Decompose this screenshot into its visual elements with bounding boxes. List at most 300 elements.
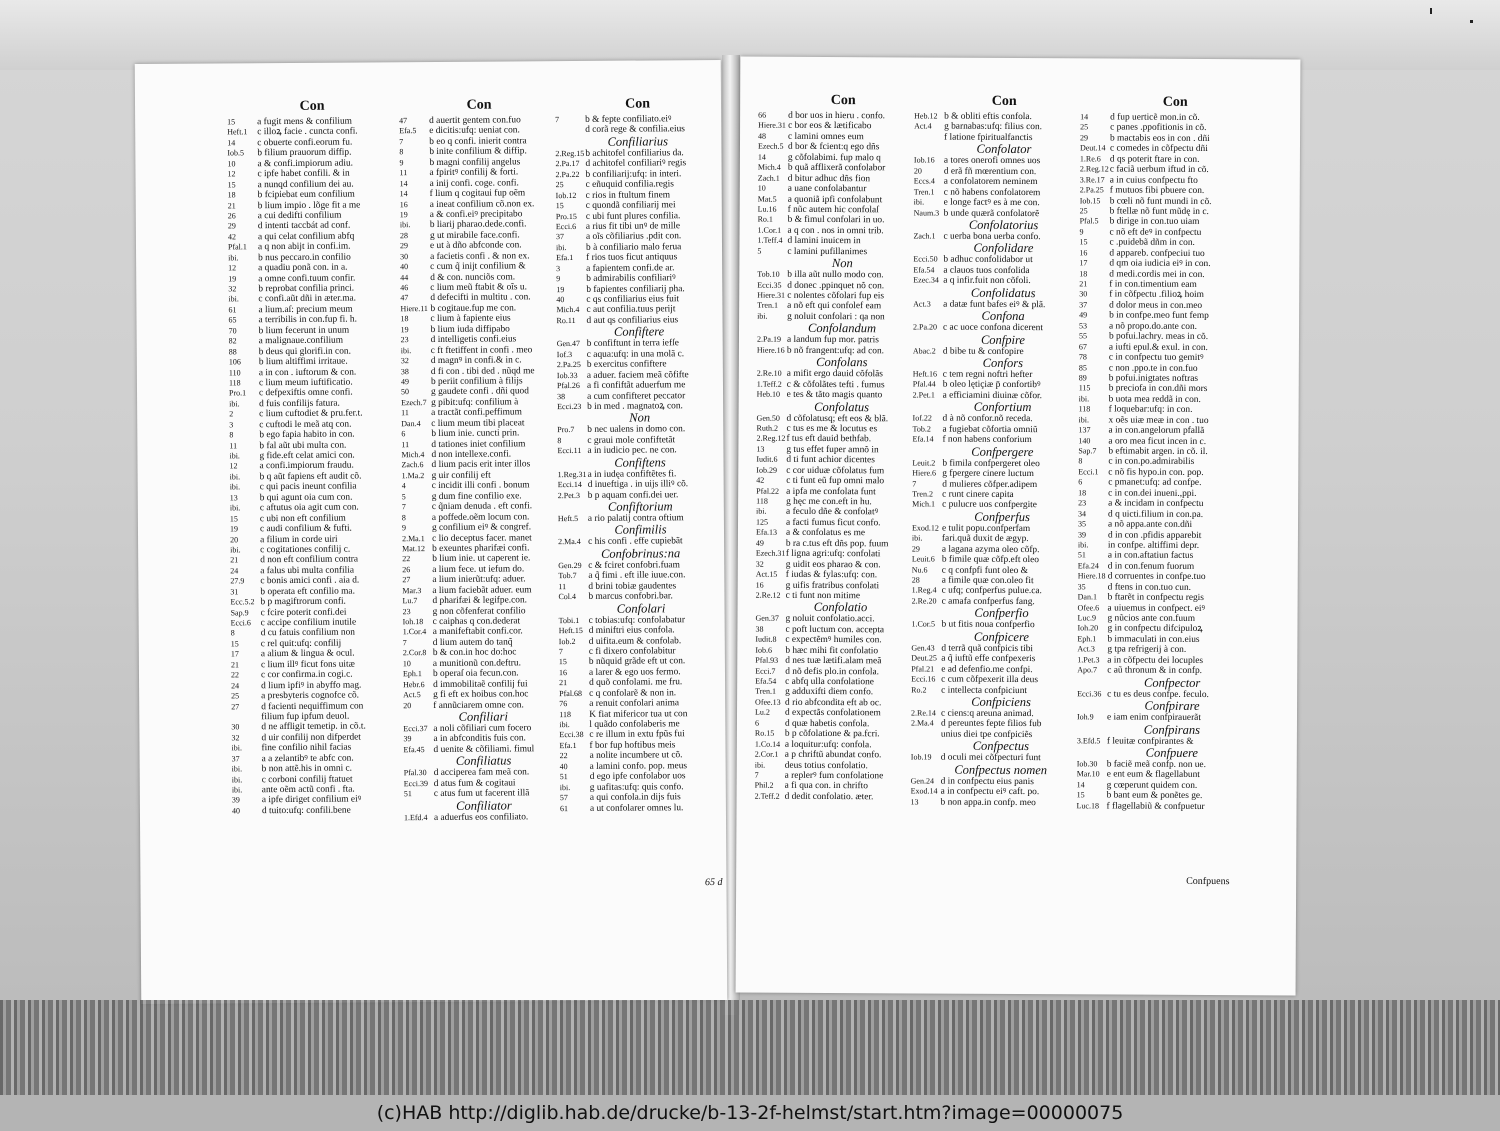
scripture-reference: ibi. (229, 503, 241, 513)
scripture-reference: 21 (1079, 279, 1088, 289)
scripture-reference: Mich.4 (757, 162, 781, 172)
scripture-reference: 118 (1078, 404, 1091, 414)
scripture-reference: Leuit.6 (911, 554, 935, 564)
line-text: e tes & tãto magis quanto (786, 389, 883, 401)
line-text: b ra c.tus eft dñs pop. fuum (785, 538, 889, 550)
concordance-line (914, 122, 1094, 133)
scripture-reference: Act.3 (1077, 644, 1095, 654)
scripture-reference: ibi. (229, 482, 241, 492)
line-text: c ft ftetiffent in confi . meo (430, 344, 533, 356)
line-text: b q aũt fapiens eft audit cõ. (259, 471, 362, 483)
line-text: g nũcios ante con.fuum (1107, 613, 1196, 624)
scripture-reference: 29 (911, 544, 920, 554)
scripture-reference: Tren.1 (913, 187, 935, 197)
entry-headword: Confpire (980, 332, 1025, 347)
line-text: c lamini pufillanimes (787, 246, 868, 257)
scripture-reference: 44 (400, 272, 409, 282)
entry-headword: Confpectus (972, 739, 1030, 754)
line-text: b fimila confpergeret oleo (942, 458, 1040, 469)
line-text: a fimile quæ con.oleo fit (941, 575, 1034, 587)
line-text: a omne confi.tuum confir. (258, 273, 356, 284)
scripture-reference: 9 (1079, 227, 1084, 237)
line-text: g uifis fratribus confolati (785, 580, 880, 591)
scripture-reference: 2.Pa.25 (556, 360, 581, 370)
scripture-reference: 14 (399, 178, 408, 188)
entry-headword: Confortium (973, 400, 1032, 415)
scripture-reference: Lu.7 (402, 596, 418, 606)
line-text: c fcire poterit confi.dei (260, 607, 347, 618)
line-text: a facti fumus ficut confo. (785, 517, 881, 529)
line-text: d defecifti in multitu . con. (430, 292, 531, 304)
line-text: a & confi.eiꝰ precipitabo (429, 209, 523, 220)
line-text: c caiphas q con.dederat (432, 616, 521, 627)
scripture-reference: 49 (755, 538, 764, 548)
line-text: c ubi funt plures confilia. (585, 210, 681, 222)
line-text: b filium prauorum diffip. (257, 147, 352, 159)
scripture-reference: Apo.7 (1077, 665, 1098, 675)
line-text: d cu fatuis confilium non (260, 627, 356, 639)
line-text: b lium impio . lõge fit a me (257, 199, 361, 211)
scripture-reference: Dan.4 (401, 418, 421, 428)
scripture-reference: 2.Pa.22 (555, 169, 580, 179)
scripture-reference: Efa.14 (912, 434, 934, 444)
scripture-reference: ibi. (911, 533, 923, 543)
scripture-reference: 18 (1079, 268, 1088, 278)
line-text: a ipfa me confolata funt (786, 486, 876, 497)
scripture-reference: ibi. (228, 294, 239, 304)
line-text: d corruentes in confpe.tuo (1107, 571, 1206, 583)
scripture-reference: 2.Re.10 (756, 368, 782, 378)
scripture-reference: 34 (1078, 508, 1087, 518)
entry-headword: Confperfus (974, 509, 1030, 524)
scripture-reference: Ecci.36 (1077, 688, 1102, 699)
scripture-reference: Efa.13 (755, 527, 778, 538)
scripture-reference: 89 (1078, 373, 1087, 383)
line-text: a lium fece. ut iefum do. (432, 564, 525, 575)
line-text: c audi confilium & fufti. (259, 523, 352, 535)
line-text: x oẽs uiæ meæ in con . tuo (1108, 415, 1209, 426)
line-text: c lium à fapiente eius (430, 313, 511, 325)
line-text: c ti funt eũ fup omni malo (786, 475, 885, 487)
line-text: a in cõfpectu dei locuples (1107, 655, 1204, 666)
scripture-reference: Ioh.18 (402, 617, 424, 627)
line-text: d fuis confilijs fatura. (259, 398, 340, 410)
line-text: c cogitationes confilij c. (260, 544, 351, 556)
line-text: c .puidebã dñm in con. (1109, 237, 1195, 249)
line-text: c ufq; confperfus pulue.ca. (941, 586, 1042, 597)
line-text: c incidit illi confi . bonum (431, 480, 530, 492)
line-text: d nõ defis plo.in confola. (785, 666, 879, 677)
scripture-reference: Ro.15 (754, 728, 775, 738)
scripture-reference: 6 (1078, 477, 1083, 487)
scripture-reference: 66 (758, 110, 767, 120)
scripture-reference: 118 (756, 496, 768, 506)
line-text: a falus ubi multa confilia (260, 565, 355, 577)
scripture-reference: ibi. (756, 507, 767, 517)
line-text: d lium autem do tanq̃ (432, 637, 513, 648)
scripture-reference: 5 (401, 491, 406, 501)
line-text: f in cõfpectu .filioꝝ hoim (1109, 289, 1204, 301)
line-text: c in con.dei inueni.,ppi. (1108, 488, 1197, 499)
line-text: a poffede.oẽm locum con. (431, 511, 530, 523)
scripture-reference: ibi. (559, 720, 570, 730)
scripture-reference: 110 (228, 367, 241, 377)
line-text: a ut confolarer omnes lu. (589, 802, 684, 814)
line-text: a lium inierũt:ufq: aduer. (432, 574, 526, 586)
entry-headword: Confpirans (1143, 722, 1201, 737)
scripture-reference: Ecc.5.2 (230, 597, 255, 607)
scripture-reference: 25 (1079, 206, 1088, 216)
scripture-reference: 3.Efd.5 (1076, 735, 1101, 745)
scripture-reference: 3 (556, 263, 561, 273)
scripture-reference: 115 (1078, 383, 1091, 393)
scripture-reference: Hiere.16 (756, 345, 785, 355)
scripture-reference: 18 (227, 190, 236, 200)
line-text: g fide.eft celat amici con. (259, 450, 355, 462)
scripture-reference: 23 (402, 606, 411, 616)
scripture-reference: 49 (400, 377, 409, 387)
entry-headword: Confpirare (1144, 698, 1200, 714)
scripture-reference: 18 (1078, 488, 1087, 498)
line-text: a in iudęa confiftẽtes fi. (587, 468, 677, 480)
scripture-reference: 2.Ma.4 (558, 537, 581, 547)
scripture-reference: Heft.15 (558, 626, 583, 636)
scripture-reference: 61 (559, 803, 568, 813)
line-text: c abfq ulla confolatione (785, 676, 874, 688)
scripture-reference: 2.Cor.1 (754, 749, 779, 759)
entry-headword: Confolator (976, 142, 1032, 157)
scripture-reference: 2.Pa.19 (756, 334, 781, 345)
scripture-reference: ibi. (229, 399, 240, 409)
scripture-reference: 15 (558, 657, 567, 667)
scripture-reference: 42 (227, 232, 236, 242)
scripture-reference: 30 (231, 722, 240, 732)
line-text: c rios in ftultum finem (585, 189, 671, 201)
scripture-reference: 27 (402, 575, 411, 585)
scripture-reference: 16 (399, 199, 408, 209)
entry-headword: Confolari (616, 600, 666, 616)
scripture-reference: 2.Reg.12 (756, 434, 786, 444)
line-text: d intenti taccbát ad conf. (257, 220, 351, 232)
scripture-reference: 57 (559, 793, 568, 803)
scripture-reference: 29 (227, 221, 236, 231)
line-text: a aduerfus eos confiliato. (433, 811, 529, 823)
scripture-reference: 7 (754, 770, 759, 780)
scripture-reference: 47 (400, 293, 409, 303)
line-text: a larer & ego uos fermo. (588, 667, 681, 678)
scripture-reference: Gen.47 (556, 339, 581, 349)
scripture-reference: 23 (400, 335, 409, 345)
scripture-reference: 5 (757, 246, 762, 256)
concordance-line (755, 791, 925, 802)
line-text: c comedes in cõfpectu dñi (1109, 143, 1208, 155)
line-text: a rio palatij contra oftium (587, 513, 684, 524)
scripture-reference: ibi. (231, 743, 242, 753)
scripture-reference: Ofee.13 (755, 697, 781, 707)
scripture-reference: 2.Pet.3 (557, 490, 581, 500)
line-text: c confi.aũt dñi in æter.ma. (258, 293, 357, 305)
line-text: f mutuos fibi pbuere con. (1109, 185, 1205, 197)
line-text: b periit confilium à filijs (430, 376, 523, 387)
scripture-reference: Hiere.11 (400, 303, 428, 314)
concordance-line (232, 805, 402, 817)
scripture-reference: 15 (1079, 237, 1088, 247)
line-text: a quoniã ipfi confolabunt (787, 194, 883, 205)
scripture-reference: 24 (230, 566, 239, 576)
line-text: a & confolatus es me (785, 528, 866, 539)
scripture-reference: 85 (1078, 362, 1087, 372)
line-text: a ipfe diriget confilium eiꝰ (261, 794, 362, 806)
scripture-reference: 2.Cor.8 (402, 648, 427, 658)
scripture-reference: 2.Re.12 (755, 590, 781, 600)
line-text: d mulieres cõfper.adipem (942, 479, 1038, 490)
scripture-reference: 32 (755, 559, 764, 569)
line-text: c ti funt non mitime (785, 590, 861, 602)
line-text: g noluit confolatio.acci. (785, 614, 875, 625)
scripture-reference: 19 (228, 273, 237, 283)
line-text: c qui pacis ineunt confilia (259, 481, 357, 493)
scripture-reference: ibi. (229, 472, 241, 482)
column-2 (399, 97, 564, 823)
line-text: a fpiritꝰ confilij & forti. (429, 167, 519, 179)
line-text: c intellecta confpiciunt (941, 685, 1028, 696)
line-text: f tus eft dauid bethfab. (786, 434, 872, 445)
line-text: a fugit mens & confilium (257, 116, 352, 128)
entry-headword: Confona (981, 308, 1025, 324)
line-text: c graui mole confiftetãt (587, 435, 676, 446)
line-text: c aftutus oia agit cum con. (259, 502, 359, 514)
line-text: c lamini omnes eum (788, 131, 864, 143)
scripture-reference: Iob.5 (227, 148, 245, 158)
scripture-reference: ibi. (1078, 394, 1090, 404)
line-text: c in confpectu tuo gemitꝰ (1108, 352, 1204, 364)
scripture-reference: Gen.50 (756, 413, 780, 423)
line-text: b à confiliario malo ferua (585, 242, 682, 253)
line-text: unius diei tpe confpiciẽs (940, 729, 1033, 740)
scripture-reference: Luc.9 (1077, 613, 1096, 623)
scripture-reference: 20 (913, 166, 922, 176)
scripture-reference: 8 (229, 430, 234, 440)
scripture-reference: 2.Pa.20 (913, 322, 938, 332)
line-text: a datæ funt bafes eiꝰ & plã. (943, 299, 1046, 310)
line-text: a q con . nos in omni trib. (787, 225, 884, 237)
line-text: d lium pacis erit inter illos (431, 459, 531, 471)
line-text: c bonis amici confi . aia d. (260, 575, 360, 587)
line-text: c faciã uerbum iftud in cõ. (1109, 164, 1209, 176)
scripture-reference: 15 (555, 201, 564, 211)
scripture-reference: Phil.2 (754, 780, 774, 791)
scripture-reference: 16 (755, 580, 764, 590)
entry-headword: Confobrinus:na (601, 546, 681, 561)
scripture-reference: 38 (400, 366, 409, 376)
line-text: b non attẽ.his in omni c. (261, 763, 353, 775)
entry-headword: Confolans (816, 355, 868, 370)
line-text: c panes .ppofitionis in cõ. (1110, 122, 1207, 134)
line-text: a fapientem confi.de ar. (586, 262, 675, 274)
line-text: c uerba bona uerba confo. (943, 231, 1041, 243)
scripture-reference: Ecci.38 (559, 730, 584, 740)
scripture-reference: Ecci.6 (230, 618, 251, 628)
scripture-reference: 31 (230, 587, 239, 597)
scripture-reference: 17 (230, 649, 239, 659)
scripture-reference: Ruth.2 (756, 423, 779, 433)
line-text: d terrã quã confpicis tibi (941, 643, 1034, 654)
scripture-reference: 19 (229, 524, 239, 534)
line-text: a fi qua con. in chrifto (784, 781, 868, 792)
line-text: c re illum in extu fpũs fui (589, 729, 685, 741)
scripture-reference: Mich.4 (401, 450, 425, 460)
scripture-reference: 1.Efd.4 (403, 812, 428, 822)
line-text: a in iudicio pec. ne con. (587, 445, 677, 457)
scripture-reference: ibi. (229, 451, 240, 461)
line-text: b operata eft confilio ma. (260, 586, 355, 597)
line-text: a efficiamini diuinæ cõfor. (942, 390, 1042, 401)
line-text: c lium meum iuftificatio. (258, 377, 353, 389)
line-text: a tractãt confi.peffimum (431, 407, 522, 419)
scripture-reference: 3.Re.17 (1079, 174, 1105, 185)
scripture-reference: 15 (229, 513, 238, 524)
scripture-reference: 21 (230, 555, 239, 565)
line-text: K fiat mifericor tua ut con (589, 708, 688, 720)
line-text: a presbyteris cognofce cõ. (261, 690, 360, 702)
scripture-reference: Col.4 (558, 592, 577, 602)
scripture-reference: 140 (1078, 435, 1091, 445)
scripture-reference: 27.9 (230, 576, 245, 586)
scripture-reference: 38 (755, 624, 764, 634)
scripture-reference: ibi. (559, 782, 571, 792)
scripture-reference: Iudit.6 (756, 454, 778, 464)
scripture-reference: 32 (231, 733, 240, 743)
line-text: c q̃niam denuda . eft confi. (431, 501, 533, 513)
scripture-reference: 30 (1079, 289, 1088, 299)
line-text: a nõ appa.ante con.dñi (1107, 519, 1193, 530)
scripture-reference: 8 (399, 147, 404, 157)
scripture-reference: 14 (1080, 112, 1089, 122)
scripture-reference: Act.4 (914, 121, 932, 131)
copyright-footer: (c)HAB http://diglib.hab.de/drucke/b-13-2f-helmst/start.htm?image=00000075 (0, 1095, 1500, 1131)
scripture-reference: Iof.3 (556, 349, 573, 359)
line-text: f ligna agri:ufq: confolati (785, 548, 881, 560)
line-text: a & incidam in confpectu (1108, 498, 1204, 510)
entry-headword: Confolatio (813, 600, 868, 615)
line-text: d ti funt achior dicentes (786, 455, 875, 466)
line-text: b fal aũt ubi multa con. (259, 440, 347, 451)
line-text: d q uicti.filium in con.pa. (1108, 509, 1204, 520)
scripture-reference: Dan.1 (1077, 592, 1097, 602)
scripture-reference: 46 (400, 283, 409, 293)
line-text: a confolatorem neminem (943, 176, 1038, 188)
scripture-reference: 28 (399, 230, 408, 241)
scripture-reference: 51 (559, 772, 568, 782)
scripture-reference: 51 (403, 789, 412, 799)
scripture-reference: 2.Reg.15 (555, 148, 585, 158)
scripture-reference: 7 (912, 478, 917, 488)
scripture-reference: 2.Ma.1 (402, 533, 425, 543)
line-text: d bibe tu & confopire (942, 346, 1024, 357)
line-text: b dirige in con.tuo uiam (1109, 216, 1200, 228)
line-text: b pofui.lachry. meas in cõ. (1108, 331, 1209, 343)
line-text: f latione fpiritualfanctis (944, 132, 1033, 143)
line-text: d in confpectu eius panis (940, 776, 1034, 787)
scripture-reference: Ro.2 (911, 684, 927, 695)
scripture-reference: 40 (559, 761, 568, 771)
scripture-reference: Iob.16 (913, 155, 935, 165)
column-5 (911, 93, 1095, 808)
scripture-reference: Pro.15 (555, 211, 577, 221)
line-text: d ftens in con.tuo cun. (1107, 582, 1192, 593)
scripture-reference: 37 (1079, 300, 1088, 310)
scripture-reference: 13 (910, 797, 919, 807)
line-text: b ftellæ nõ funt mũdę in c. (1109, 206, 1209, 217)
scripture-reference: 25 (555, 180, 564, 190)
line-text: d miniftri eius confola. (588, 625, 675, 636)
line-text: a oro mea ficut incen in c. (1108, 436, 1207, 447)
scripture-reference: Efa.1 (556, 253, 574, 263)
right-page (736, 57, 1301, 996)
line-text: g uafitas:ufq: quis confo. (589, 781, 684, 793)
line-text: a aduer. faciem meã cõfifte (586, 369, 689, 381)
line-text: c nõ fis hypo.in con. pop. (1108, 467, 1204, 478)
line-text: g fi eft ex hoibus con.hoc (433, 689, 529, 701)
line-text: b & fimul confolari in uo. (787, 215, 885, 226)
line-text: d pereuntes fepte filios fub (940, 718, 1042, 730)
line-text: b eftimabit argen. in cõ. il. (1108, 446, 1208, 457)
line-text: a in confpectu eiꝰ caft. po. (940, 786, 1040, 798)
line-text: f flagellabiũ & confpuetur (1106, 801, 1205, 812)
scripture-reference: 53 (1079, 321, 1088, 331)
line-text: in confpe. altiffimi depr. (1107, 540, 1200, 551)
scripture-reference: 39 (1077, 529, 1086, 539)
line-text: d magnꝰ in confi.& in c. (430, 355, 522, 367)
line-text: a lagana azyma oleo cõfp. (941, 544, 1040, 555)
line-text: d inueftiga . in uijs illiꝰ cõ. (587, 479, 689, 491)
line-text: d expectãs confolationem (784, 708, 881, 719)
scripture-reference: ibi. (757, 311, 768, 321)
line-text: b reprobat confilia princi. (258, 283, 355, 295)
entry-headword: Confolidare (973, 241, 1034, 256)
running-head: Con (991, 93, 1017, 109)
line-text: g ut mirabile face.confi. (429, 230, 520, 241)
line-text: d uenite & cõfiliami. fimul (433, 744, 535, 755)
line-text: a qui confola.in dijs fuis (589, 792, 681, 803)
line-text: c pmanet:ufq: ad confpe. (1108, 477, 1202, 489)
scripture-reference: ibi. (399, 220, 411, 230)
scripture-reference: 24 (231, 680, 240, 691)
line-text: b bant eum & ponẽtes ge. (1106, 790, 1203, 802)
line-text: a nunqd confilium dei au. (257, 179, 354, 190)
scripture-reference: 21 (227, 200, 236, 210)
scripture-reference: ibi. (231, 785, 243, 795)
line-text: f loquebar:ufq: in con. (1108, 404, 1193, 416)
line-text: d non intellexe.confi. (431, 449, 512, 460)
line-text: b inite confilium & diffip. (429, 146, 527, 158)
line-text: a lamini confo. pop. meus (589, 760, 688, 772)
left-page (135, 60, 728, 1004)
line-text: c rel quit:ufq: confilij (260, 638, 342, 650)
line-text: c quondã confiliarij mei (585, 200, 676, 211)
scripture-reference: 6 (754, 718, 759, 728)
scripture-reference: 8 (230, 628, 235, 638)
entry-headword: Confpuere (1145, 745, 1199, 760)
line-text: a rius fit tibi unꝰ de mille (585, 221, 681, 232)
scripture-reference: 67 (1078, 341, 1087, 351)
line-text: a quadiu ponã con. in a. (258, 262, 348, 274)
line-text: b fcipiebat eum confilium (257, 189, 355, 201)
line-text: c obuerte confi.eorum fu. (257, 137, 353, 149)
scripture-reference: 8 (557, 435, 562, 445)
line-text: c expectẽmꝰ humiles con. (785, 635, 882, 646)
line-text: b nus peccaro.in confilio (258, 252, 351, 263)
